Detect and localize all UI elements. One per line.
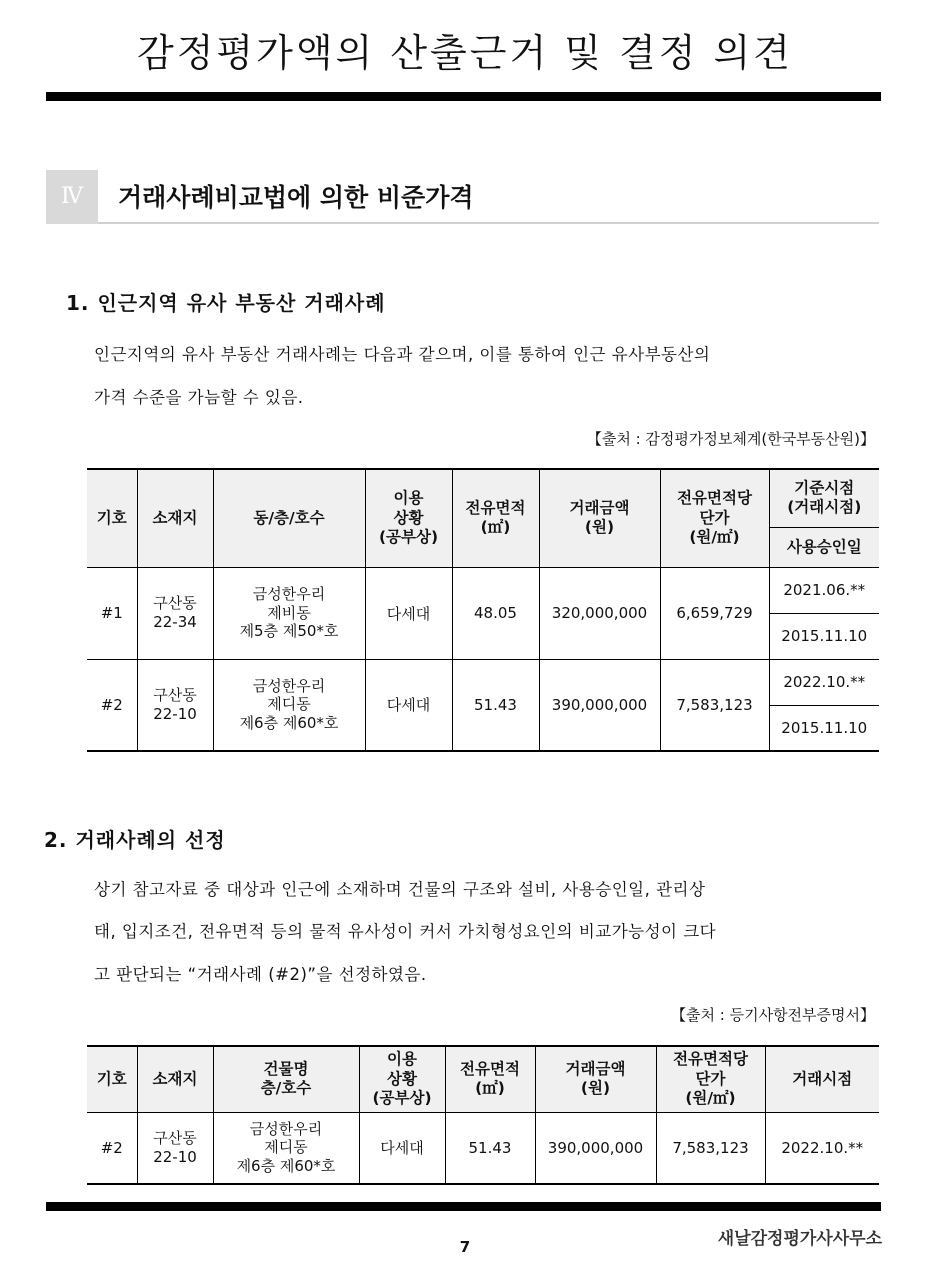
cell-building: 금성한우리 제디동 제6층 제60*호	[213, 1112, 359, 1184]
cell-usage: 다세대	[365, 659, 452, 751]
cell-location: 구산동 22-10	[137, 659, 213, 751]
cell-unit-price: 7,583,123	[660, 659, 769, 751]
part1-paragraph-line: 가격 수준을 가늠할 수 있음.	[94, 388, 304, 407]
section-title: 거래사례비교법에 의한 비준가격	[118, 183, 474, 212]
part2-paragraph-line: 태, 입지조건, 전유면적 등의 물적 유사성이 커서 가치형성요인의 비교가능성이 크다	[94, 922, 717, 941]
col-header-code: 기호	[87, 1046, 137, 1112]
title-rule	[46, 92, 881, 101]
cell-code: #1	[87, 567, 137, 659]
part2-paragraph-line: 상기 참고자료 중 대상과 인근에 소재하며 건물의 구조와 설비, 사용승인일, 관리상	[94, 880, 706, 899]
transaction-table	[87, 468, 879, 752]
col-header-area: 전유면적 (㎡)	[445, 1046, 535, 1112]
col-header-building: 건물명 층/호수	[213, 1046, 359, 1112]
cell-area: 48.05	[452, 567, 539, 659]
part1-heading: 1. 인근지역 유사 부동산 거래사례	[66, 291, 386, 315]
cell-location: 구산동 22-34	[137, 567, 213, 659]
table-row	[87, 1112, 879, 1184]
part1-paragraph-line: 인근지역의 유사 부동산 거래사례는 다음과 같으며, 이를 통하여 인근 유사부동산의	[94, 345, 711, 364]
cell-deal-date: 2021.06.**	[769, 567, 879, 613]
cell-code: #2	[87, 1112, 137, 1184]
cell-deal-date: 2022.10.**	[769, 659, 879, 705]
table-row	[87, 659, 879, 705]
part2-source: 【출처 : 등기사항전부증명서】	[671, 1006, 875, 1024]
col-header-price: 거래금액 (원)	[535, 1046, 656, 1112]
cell-unit-price: 6,659,729	[660, 567, 769, 659]
part2-paragraph-line: 고 판단되는 “거래사례 (#2)”을 선정하였음.	[94, 965, 427, 984]
cell-approval-date: 2015.11.10	[769, 705, 879, 751]
cell-price: 390,000,000	[535, 1112, 656, 1184]
selected-transaction-table	[87, 1045, 879, 1185]
col-header-location: 소재지	[137, 469, 213, 567]
col-header-unit-price: 전유면적당 단가 (원/㎡)	[656, 1046, 765, 1112]
col-header-base-date: 기준시점 (거래시점)	[769, 469, 879, 527]
col-header-price: 거래금액 (원)	[539, 469, 660, 567]
firm-name: 새날감정평가사사무소	[717, 1229, 882, 1249]
col-header-deal-date: 거래시점	[765, 1046, 879, 1112]
col-header-unit-price: 전유면적당 단가 (원/㎡)	[660, 469, 769, 567]
page-number: 7	[459, 1238, 471, 1256]
cell-location: 구산동 22-10	[137, 1112, 213, 1184]
page-title: 감정평가액의 산출근거 및 결정 의견	[137, 31, 793, 75]
cell-usage: 다세대	[359, 1112, 445, 1184]
cell-area: 51.43	[452, 659, 539, 751]
cell-usage: 다세대	[365, 567, 452, 659]
col-header-area: 전유면적 (㎡)	[452, 469, 539, 567]
col-header-usage: 이용 상황 (공부상)	[365, 469, 452, 567]
col-header-unit: 동/층/호수	[213, 469, 365, 567]
col-header-location: 소재지	[137, 1046, 213, 1112]
cell-unit-price: 7,583,123	[656, 1112, 765, 1184]
col-header-code: 기호	[87, 469, 137, 567]
part2-heading: 2. 거래사례의 선정	[44, 828, 226, 852]
part1-source: 【출처 : 감정평가정보체계(한국부동산원)】	[586, 430, 875, 448]
cell-unit: 금성한우리 제비동 제5층 제50*호	[213, 567, 365, 659]
section-rule	[98, 222, 879, 224]
cell-price: 320,000,000	[539, 567, 660, 659]
footer-rule	[46, 1202, 881, 1211]
col-header-approval-date: 사용승인일	[769, 527, 879, 567]
cell-area: 51.43	[445, 1112, 535, 1184]
cell-deal-date: 2022.10.**	[765, 1112, 879, 1184]
cell-code: #2	[87, 659, 137, 751]
cell-price: 390,000,000	[539, 659, 660, 751]
col-header-usage: 이용 상황 (공부상)	[359, 1046, 445, 1112]
cell-approval-date: 2015.11.10	[769, 613, 879, 659]
cell-unit: 금성한우리 제디동 제6층 제60*호	[213, 659, 365, 751]
table-row	[87, 567, 879, 613]
section-numeral: Ⅳ	[46, 170, 98, 224]
